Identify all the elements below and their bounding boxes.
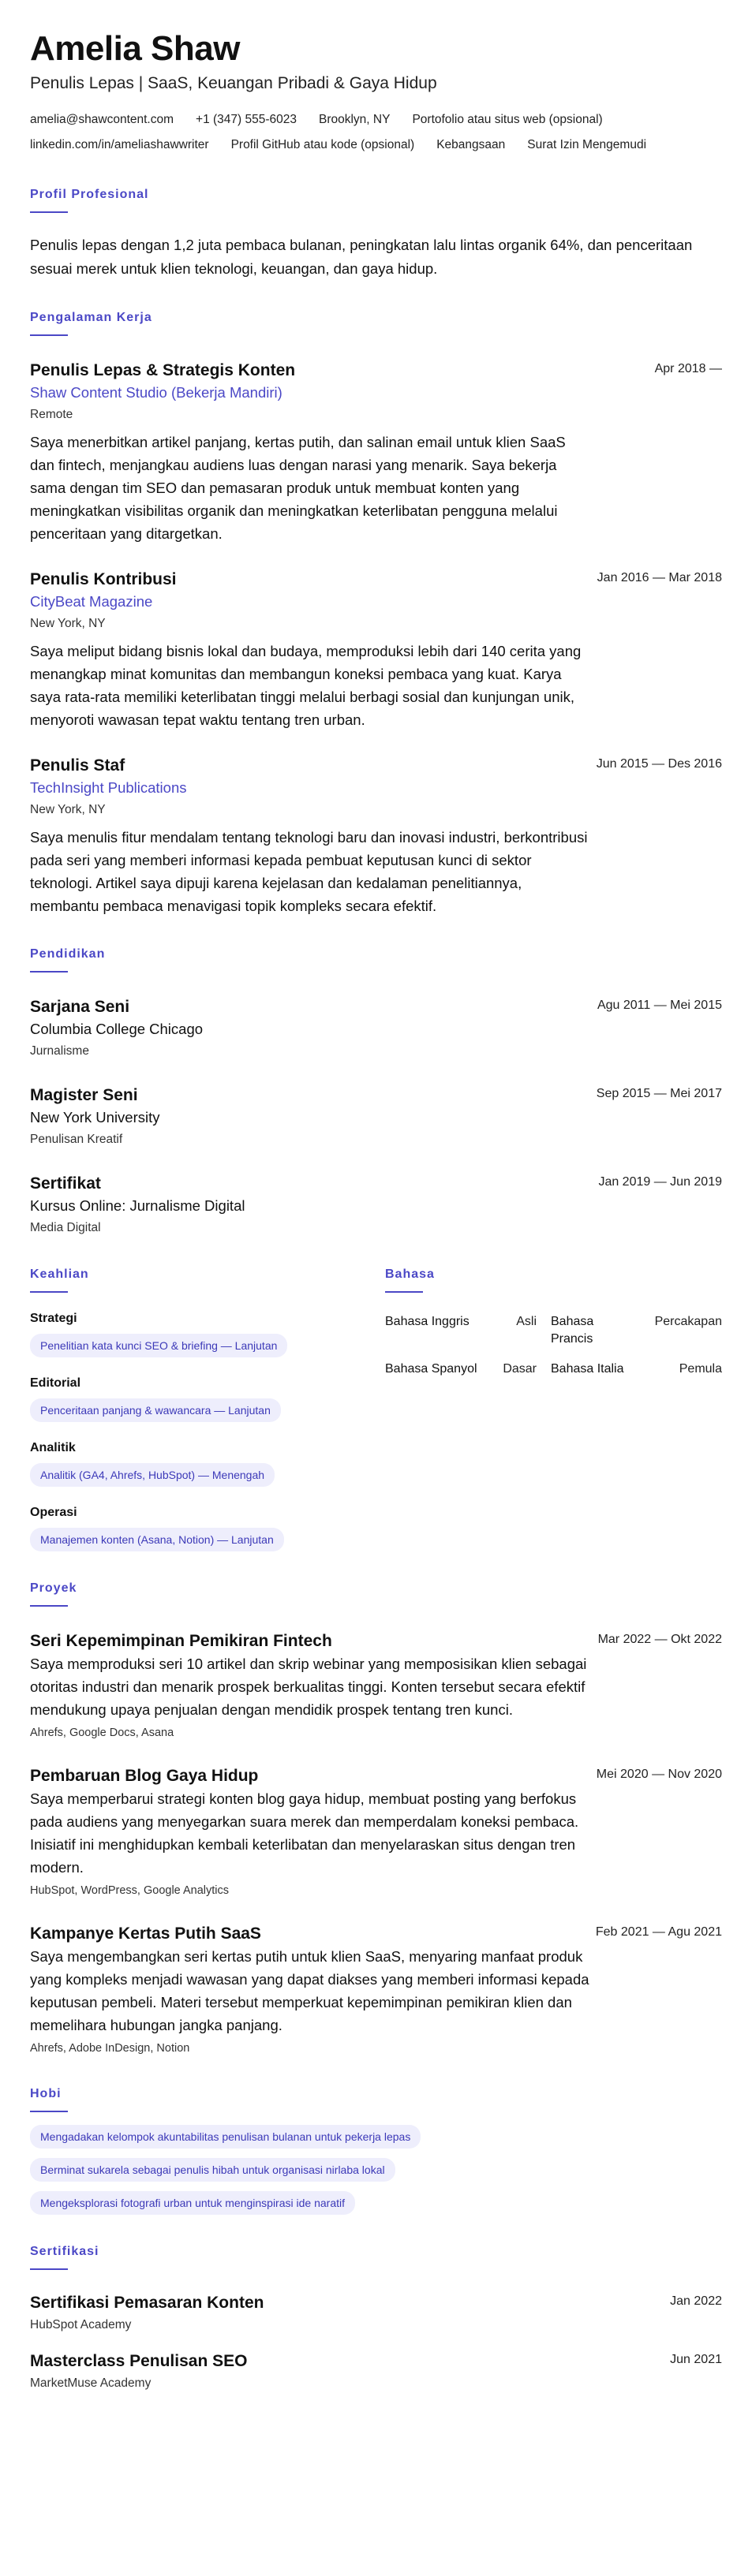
section-title: Pendidikan xyxy=(30,947,106,961)
project-description: Saya memperbarui strategi konten blog gaya hidup, membuat posting yang berfokus pada audiens yang menyegarkan suara merek dan memperdalam koneksi pembaca. Inisiatif ini menghidupkan kembali keterlibatan dan menyelaraskan situs dengan tren modern. xyxy=(30,1790,579,1876)
experience-item xyxy=(30,755,722,917)
project-item xyxy=(30,1765,722,1899)
school-name: Columbia College Chicago xyxy=(30,1021,204,1037)
languages-section xyxy=(385,1267,722,1551)
language-level: Pemula xyxy=(679,1362,722,1376)
degree-name: Sarjana Seni xyxy=(30,998,130,1016)
skill-group-name: Editorial xyxy=(30,1376,81,1390)
section-title: Bahasa xyxy=(385,1267,435,1281)
job-location: New York, NY xyxy=(30,617,106,630)
certification-issuer: MarketMuse Academy xyxy=(30,2376,152,2390)
project-tools: HubSpot, WordPress, Google Analytics xyxy=(30,1884,229,1897)
school-name: New York University xyxy=(30,1109,160,1126)
section-divider xyxy=(30,2111,68,2112)
project-name: Kampanye Kertas Putih SaaS xyxy=(30,1925,261,1943)
language-name: Bahasa Prancis xyxy=(551,1315,594,1346)
education-item xyxy=(30,996,722,1061)
project-dates: Feb 2021 — Agu 2021 xyxy=(595,1925,722,1939)
experience-item xyxy=(30,360,722,545)
hobby-tag: Mengadakan kelompok akuntabilitas penulisan bulanan untuk pekerja lepas xyxy=(30,2125,421,2149)
section-divider xyxy=(30,211,68,213)
certifications-section xyxy=(30,2245,722,2393)
education-item xyxy=(30,1173,722,1238)
degree-name: Magister Seni xyxy=(30,1086,138,1104)
skill-group xyxy=(30,1439,385,1487)
project-item xyxy=(30,1630,722,1742)
project-dates: Mar 2022 — Okt 2022 xyxy=(597,1633,722,1646)
certification-date: Jan 2022 xyxy=(670,2294,722,2308)
experience-item xyxy=(30,569,722,731)
contact-github[interactable]: Profil GitHub atau kode (opsional) xyxy=(230,138,415,151)
skill-group-name: Strategi xyxy=(30,1312,77,1325)
language-level: Asli xyxy=(516,1315,537,1328)
language-name: Bahasa Italia xyxy=(551,1362,624,1376)
certification-date: Jun 2021 xyxy=(670,2353,722,2366)
section-divider xyxy=(30,971,68,973)
job-title: Penulis Kontribusi xyxy=(30,570,177,588)
contact-portfolio[interactable]: Portofolio atau situs web (opsional) xyxy=(412,113,603,126)
contact-list xyxy=(30,107,724,158)
skill-group xyxy=(30,1375,385,1422)
field-of-study: Penulisan Kreatif xyxy=(30,1133,123,1146)
project-tools: Ahrefs, Adobe InDesign, Notion xyxy=(30,2042,190,2055)
project-description: Saya memproduksi seri 10 artikel dan skrip webinar yang memposisikan klien sebagai otoritas industri dan menarik prospek berkualitas tinggi. Konten tersebut secara efektif mendukung upaya penjualan dengan mendidik prospek tentang tren kunci. xyxy=(30,1656,587,1718)
skill-tag: Penceritaan panjang & wawancara — Lanjutan xyxy=(30,1398,281,1422)
section-title: Hobi xyxy=(30,2087,62,2100)
skill-group-name: Operasi xyxy=(30,1506,77,1519)
degree-name: Sertifikat xyxy=(30,1174,101,1193)
skill-tag: Analitik (GA4, Ahrefs, HubSpot) — Menengah xyxy=(30,1463,275,1487)
section-divider xyxy=(30,2268,68,2270)
job-company: CityBeat Magazine xyxy=(30,593,153,610)
education-section xyxy=(30,947,722,1238)
contact-driving-license: Surat Izin Mengemudi xyxy=(527,138,647,151)
skill-group xyxy=(30,1310,385,1357)
contact-location: Brooklyn, NY xyxy=(319,113,391,126)
education-item xyxy=(30,1085,722,1149)
certification-name: Masterclass Penulisan SEO xyxy=(30,2352,248,2370)
field-of-study: Media Digital xyxy=(30,1221,101,1234)
profile-summary: Penulis lepas dengan 1,2 juta pembaca bulanan, peningkatan lalu lintas organik 64%, dan penceritaan sesuai merek untuk klien teknologi, keuangan, dan gaya hidup. xyxy=(30,237,693,277)
section-divider xyxy=(30,334,68,336)
project-name: Pembaruan Blog Gaya Hidup xyxy=(30,1767,259,1785)
contact-email[interactable]: amelia@shawcontent.com xyxy=(30,113,174,126)
contact-phone[interactable]: +1 (347) 555-6023 xyxy=(196,113,297,126)
job-dates: Apr 2018 — xyxy=(654,362,722,375)
language-name: Bahasa Inggris xyxy=(385,1315,470,1328)
job-company: TechInsight Publications xyxy=(30,779,187,796)
certification-issuer: HubSpot Academy xyxy=(30,2318,132,2331)
section-title: Profil Profesional xyxy=(30,188,149,201)
language-level: Percakapan xyxy=(654,1315,722,1328)
certification-item xyxy=(30,2292,722,2335)
job-dates: Jun 2015 — Des 2016 xyxy=(596,757,722,771)
skills-section xyxy=(30,1267,385,1551)
skill-tag: Penelitian kata kunci SEO & briefing — Lanjutan xyxy=(30,1334,287,1357)
job-location: New York, NY xyxy=(30,803,106,816)
school-name: Kursus Online: Jurnalisme Digital xyxy=(30,1197,245,1214)
project-tools: Ahrefs, Google Docs, Asana xyxy=(30,1727,174,1739)
section-title: Sertifikasi xyxy=(30,2245,99,2258)
job-description: Saya menulis fitur mendalam tentang teknologi baru dan inovasi industri, berkontribusi pada seri yang memberi informasi kepada pembuat keputusan kunci di sektor teknologi. Artikel saya dipuji karena kejelasan dan kedalaman penelitiannya, membantu pembaca menavigasi topik kompleks secara efektif. xyxy=(30,829,588,914)
section-divider xyxy=(30,1605,68,1607)
project-name: Seri Kepemimpinan Pemikiran Fintech xyxy=(30,1632,332,1650)
contact-nationality: Kebangsaan xyxy=(436,138,506,151)
job-description: Saya meliput bidang bisnis lokal dan budaya, memproduksi lebih dari 140 cerita yang menangkap minat komunitas dan membangun koneksi pembaca yang kuat. Karya saya rata-rata memiliki keterlibatan tinggi melalui berbagi sosial dan kunjungan unik, menyoroti wawasan tepat waktu tentang tren urban. xyxy=(30,643,582,728)
profile-section xyxy=(30,188,722,281)
hobby-list xyxy=(30,2125,722,2215)
projects-section xyxy=(30,1581,722,2057)
section-title: Keahlian xyxy=(30,1267,89,1281)
section-divider xyxy=(30,1291,68,1293)
project-item xyxy=(30,1923,722,2057)
field-of-study: Jurnalisme xyxy=(30,1044,89,1058)
contact-linkedin[interactable]: linkedin.com/in/ameliashawwriter xyxy=(30,138,209,151)
project-description: Saya mengembangkan seri kertas putih untuk klien SaaS, menyaring manfaat produk yang kompleks menjadi wawasan yang dapat diakses yang memberi informasi kepada keputusan pembeli. Materi tersebut memperkuat kepemimpinan pemikiran klien dan memelihara hubungan jangka panjang. xyxy=(30,1948,589,2033)
education-dates: Agu 2011 — Mei 2015 xyxy=(597,999,722,1012)
candidate-tagline: Penulis Lepas | SaaS, Keuangan Pribadi & Gaya Hidup xyxy=(30,74,437,92)
skills-languages-row xyxy=(30,1267,722,1551)
experience-section xyxy=(30,311,722,917)
skill-group xyxy=(30,1504,385,1551)
education-dates: Sep 2015 — Mei 2017 xyxy=(596,1087,722,1100)
project-dates: Mei 2020 — Nov 2020 xyxy=(596,1768,722,1781)
section-title: Pengalaman Kerja xyxy=(30,311,152,324)
hobby-tag: Berminat sukarela sebagai penulis hibah untuk organisasi nirlaba lokal xyxy=(30,2158,395,2182)
hobbies-section xyxy=(30,2087,722,2215)
job-location: Remote xyxy=(30,408,73,421)
resume-header xyxy=(30,28,722,158)
hobby-tag: Mengeksplorasi fotografi urban untuk menginspirasi ide naratif xyxy=(30,2191,355,2215)
job-title: Penulis Lepas & Strategis Konten xyxy=(30,361,296,379)
section-divider xyxy=(385,1291,423,1293)
job-title: Penulis Staf xyxy=(30,756,125,775)
candidate-name: Amelia Shaw xyxy=(30,29,240,68)
job-dates: Jan 2016 — Mar 2018 xyxy=(597,571,722,584)
language-list xyxy=(385,1313,722,1378)
skill-group-name: Analitik xyxy=(30,1441,76,1454)
job-company: Shaw Content Studio (Bekerja Mandiri) xyxy=(30,384,282,401)
certification-item xyxy=(30,2350,722,2393)
job-description: Saya menerbitkan artikel panjang, kertas putih, dan salinan email untuk klien SaaS dan fintech, menjangkau audiens luas dengan narasi yang menarik. Saya bekerja sama dengan tim SEO dan pemasaran produk untuk membuat konten yang meningkatkan visibilitas organik dan meningkatkan keterlibatan pengguna melalui penceritaan yang ditargetkan. xyxy=(30,434,566,542)
language-name: Bahasa Spanyol xyxy=(385,1362,477,1376)
language-level: Dasar xyxy=(503,1362,537,1376)
skill-tag: Manajemen konten (Asana, Notion) — Lanjutan xyxy=(30,1528,284,1551)
education-dates: Jan 2019 — Jun 2019 xyxy=(598,1175,722,1189)
section-title: Proyek xyxy=(30,1581,77,1595)
certification-name: Sertifikasi Pemasaran Konten xyxy=(30,2294,264,2312)
